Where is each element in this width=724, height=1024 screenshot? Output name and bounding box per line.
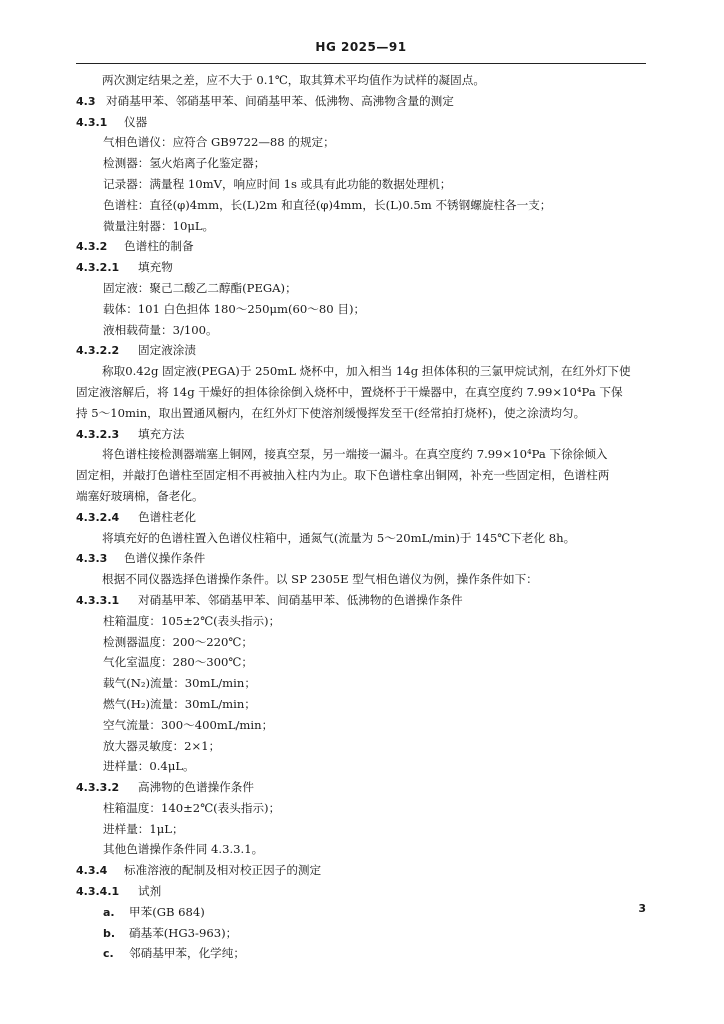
section-title: 对硝基甲苯、邻硝基甲苯、间硝基甲苯、低沸物、高沸物含量的测定 <box>106 93 454 108</box>
spec-line: 液相载荷量：3/100。 <box>103 322 218 337</box>
section-number: 4.3.4 <box>76 864 108 878</box>
spec-line: 柱箱温度：105±2℃(表头指示)； <box>103 613 281 628</box>
paragraph-line: 将色谱柱接检测器端塞上铜网，接真空泵，另一端接一漏斗。在真空度约 7.99×10⁴Pa 下徐徐倾入 <box>102 447 608 462</box>
section-heading <box>76 236 646 257</box>
section-title: 标准溶液的配制及相对校正因子的测定 <box>124 863 322 878</box>
spec-line: 色谱柱：直径(φ)4mm，长(L)2m 和直径(φ)4mm，长(L)0.5m 不锈钢螺旋柱各一支； <box>103 197 552 212</box>
paragraph-line: 固定液溶解后，将 14g 干燥好的担体徐徐倒入烧杯中，置烧杯于干燥器中，在真空度约 7.99×10⁴Pa 下保 <box>76 384 623 399</box>
header-rule <box>76 63 646 64</box>
section-number: 4.3.2.1 <box>76 261 120 275</box>
list-item-text: 邻硝基甲苯，化学纯； <box>129 946 245 961</box>
paragraph-line: 将填充好的色谱柱置入色谱仪柱箱中，通氮气(流量为 5～20mL/min)于 145℃下老化 8h。 <box>102 530 576 545</box>
section-heading <box>76 860 646 881</box>
section-number: 4.3.2.2 <box>76 344 120 358</box>
section-heading <box>76 548 646 569</box>
paragraph-line: 固定相，并敲打色谱柱至固定相不再被抽入柱内为止。取下色谱柱拿出铜网，补充一些固定相，色谱柱两 <box>76 468 610 483</box>
spec-line: 进样量：0.4μL。 <box>103 759 195 774</box>
spec-line: 燃气(H₂)流量：30mL/min； <box>103 696 256 711</box>
spec-line: 其他色谱操作条件同 4.3.3.1。 <box>103 842 264 857</box>
list-item <box>76 923 646 944</box>
paragraph-line: 端塞好玻璃棉，备老化。 <box>76 488 204 503</box>
spec-line: 载体：101 白色担体 180～250μm(60～80 目)； <box>103 301 366 316</box>
spec-line: 微量注射器：10μL。 <box>103 218 215 233</box>
section-number: 4.3.3.2 <box>76 781 120 795</box>
section-heading <box>76 777 646 798</box>
spec-line: 气相色谱仪：应符合 GB9722—88 的规定； <box>103 135 335 150</box>
section-title: 填充方法 <box>138 426 185 441</box>
list-item-text: 硝基苯(HG3-963)； <box>129 925 238 940</box>
section-number: 4.3.4.1 <box>76 885 120 899</box>
paragraph-line: 根据不同仪器选择色谱操作条件。以 SP 2305E 型气相色谱仪为例，操作条件如下： <box>102 572 538 587</box>
spec-line: 固定液：聚己二酸乙二醇酯(PEGA)； <box>103 280 297 295</box>
section-number: 4.3.2.4 <box>76 510 120 524</box>
section-heading <box>76 590 646 611</box>
spec-line: 检测器温度：200～220℃； <box>103 634 253 649</box>
paragraph-line: 两次测定结果之差，应不大于 0.1℃，取其算术平均值作为试样的凝固点。 <box>102 73 485 87</box>
section-title: 色谱柱的制备 <box>124 239 194 254</box>
section-heading <box>76 91 646 112</box>
spec-line: 检测器：氢火焰离子化鉴定器； <box>103 156 266 171</box>
list-item-label: c. <box>103 947 114 961</box>
section-title: 仪器 <box>124 114 148 129</box>
spec-line: 记录器：满量程 10mV，响应时间 1s 或具有此功能的数据处理机； <box>103 176 452 191</box>
section-title: 色谱仪操作条件 <box>124 551 206 566</box>
section-title: 高沸物的色谱操作条件 <box>138 780 254 795</box>
list-item-label: b. <box>103 926 116 940</box>
section-number: 4.3 <box>76 94 96 108</box>
spec-line: 柱箱温度：140±2℃(表头指示)； <box>103 800 281 815</box>
section-title: 固定液涂渍 <box>138 343 196 358</box>
section-heading <box>76 881 646 902</box>
section-title: 色谱柱老化 <box>138 509 196 524</box>
spec-line: 载气(N₂)流量：30mL/min； <box>103 676 256 691</box>
list-item <box>76 902 646 923</box>
section-heading <box>76 507 646 528</box>
document-body <box>76 70 646 964</box>
section-number: 4.3.3 <box>76 552 108 566</box>
section-heading <box>76 112 646 133</box>
spec-line: 放大器灵敏度：2×1； <box>103 738 221 753</box>
section-title: 试剂 <box>138 884 162 899</box>
spec-line: 进样量：1μL； <box>103 821 184 836</box>
spec-line: 气化室温度：280～300℃； <box>103 655 253 670</box>
page-header: HG 2025—91 <box>315 40 407 54</box>
paragraph-line: 持 5～10min，取出置通风橱内，在红外灯下使溶剂缓慢挥发至干(经常拍打烧杯)，使之涂渍均匀。 <box>76 405 586 420</box>
spec-line: 空气流量：300～400mL/min； <box>103 717 274 732</box>
section-number: 4.3.3.1 <box>76 593 120 607</box>
section-heading <box>76 340 646 361</box>
section-number: 4.3.1 <box>76 115 108 129</box>
section-heading <box>76 424 646 445</box>
list-item <box>76 943 646 964</box>
section-title: 对硝基甲苯、邻硝基甲苯、间硝基甲苯、低沸物的色谱操作条件 <box>138 592 463 607</box>
paragraph-line: 称取0.42g 固定液(PEGA)于 250mL 烧杯中，加入相当 14g 担体体积的三氯甲烷试剂，在红外灯下使 <box>102 364 631 379</box>
section-heading <box>76 257 646 278</box>
section-number: 4.3.2 <box>76 240 108 254</box>
section-title: 填充物 <box>138 260 173 275</box>
list-item-text: 甲苯(GB 684) <box>129 904 205 919</box>
page-number: 3 <box>638 902 646 915</box>
list-item-label: a. <box>103 905 115 919</box>
section-number: 4.3.2.3 <box>76 427 120 441</box>
